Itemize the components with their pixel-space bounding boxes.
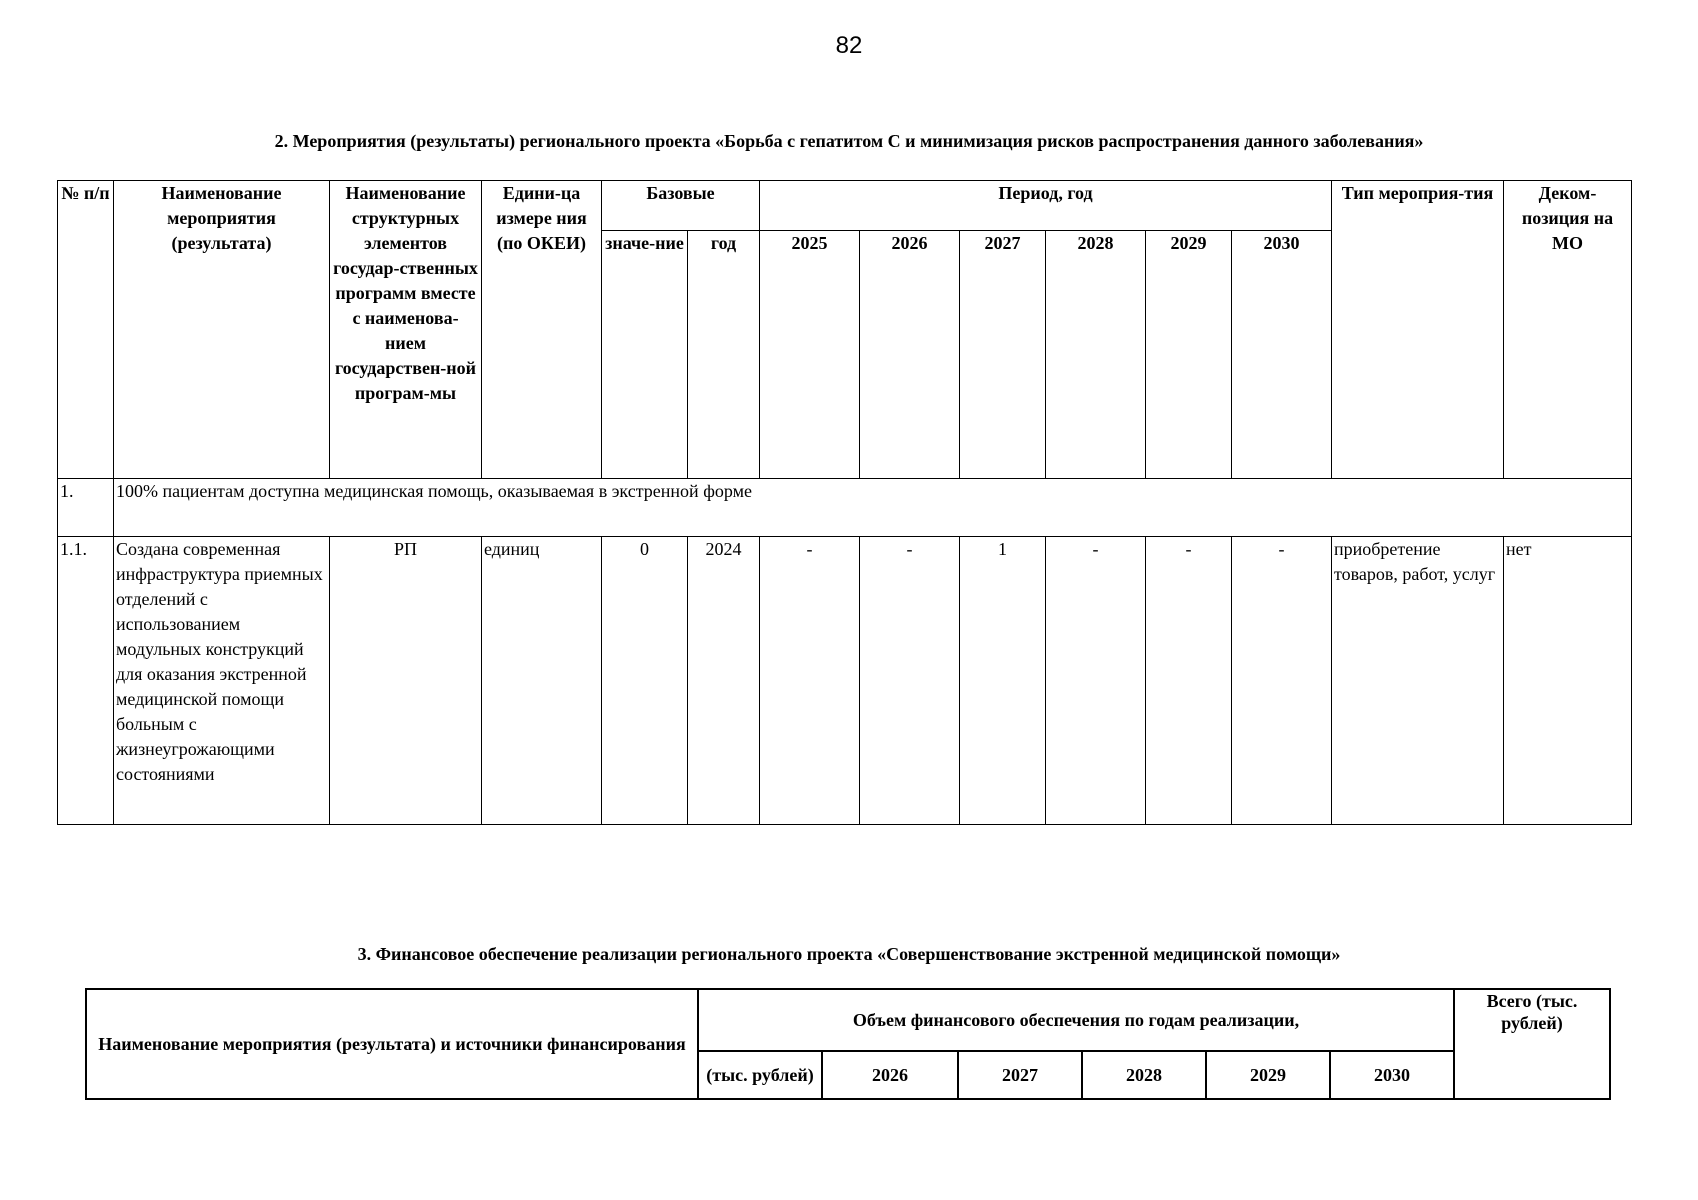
header-unit: Едини-ца измере ния (по ОКЕИ) xyxy=(482,181,602,479)
page-number: 82 xyxy=(835,32,863,59)
item-decomposition: нет xyxy=(1504,537,1632,825)
item-type: приобретение товаров, работ, услуг xyxy=(1332,537,1504,825)
header-base-value: значе-ние xyxy=(602,231,688,479)
header-name: Наименование мероприятия (результата) xyxy=(114,181,330,479)
fin-header-volume: Объем финансового обеспечения по годам реализации, xyxy=(698,989,1454,1051)
section-3-table xyxy=(85,988,1611,1100)
header-year-2025: 2025 xyxy=(760,231,860,479)
fin-header-year-2030: 2030 xyxy=(1330,1051,1454,1099)
item-name: Создана современная инфраструктура приемных отделений с использованием модульных конструкций для оказания экстренной медицинской помощи больным с жизнеугрожающими состояниями xyxy=(114,537,330,825)
table-row xyxy=(58,537,1632,825)
fin-header-name: Наименование мероприятия (результата) и источники финансирования xyxy=(86,989,698,1099)
header-type: Тип мероприя-тия xyxy=(1332,181,1504,479)
header-period: Период, год xyxy=(760,181,1332,231)
header-year-2029: 2029 xyxy=(1146,231,1232,479)
header-base: Базовые xyxy=(602,181,760,231)
fin-header-unit: (тыс. рублей) xyxy=(698,1051,822,1099)
header-decomposition: Деком-позиция на МО xyxy=(1504,181,1632,479)
item-structural: РП xyxy=(330,537,482,825)
item-year-2030: - xyxy=(1232,537,1332,825)
header-year-2028: 2028 xyxy=(1046,231,1146,479)
item-year-2028: - xyxy=(1046,537,1146,825)
item-num: 1.1. xyxy=(58,537,114,825)
fin-header-total: Всего (тыс. рублей) xyxy=(1454,989,1610,1099)
fin-header-year-2026: 2026 xyxy=(822,1051,958,1099)
group-row-num: 1. xyxy=(58,479,114,537)
fin-header-year-2027: 2027 xyxy=(958,1051,1082,1099)
group-row-text: 100% пациентам доступна медицинская помощь, оказываемая в экстренной форме xyxy=(114,479,1632,537)
fin-header-year-2028: 2028 xyxy=(1082,1051,1206,1099)
item-base-value: 0 xyxy=(602,537,688,825)
fin-header-year-2029: 2029 xyxy=(1206,1051,1330,1099)
group-row xyxy=(58,479,1632,537)
header-base-year: год xyxy=(688,231,760,479)
header-year-2026: 2026 xyxy=(860,231,960,479)
item-year-2027: 1 xyxy=(960,537,1046,825)
item-year-2025: - xyxy=(760,537,860,825)
item-year-2029: - xyxy=(1146,537,1232,825)
item-unit: единиц xyxy=(482,537,602,825)
header-num: № п/п xyxy=(58,181,114,479)
section-2-table xyxy=(57,180,1632,825)
header-year-2030: 2030 xyxy=(1232,231,1332,479)
section-3-title: 3. Финансовое обеспечение реализации регионального проекта «Совершенствование экстренной медицинской помощи» xyxy=(357,944,1341,964)
header-year-2027: 2027 xyxy=(960,231,1046,479)
section-2-title: 2. Мероприятия (результаты) регионального проекта «Борьба с гепатитом С и минимизация рисков распространения данного заболевания» xyxy=(274,131,1424,151)
item-year-2026: - xyxy=(860,537,960,825)
item-base-year: 2024 xyxy=(688,537,760,825)
header-structural: Наименование структурных элементов государ-ственных программ вместе с наименова-нием государствен-ной програм-мы xyxy=(330,181,482,479)
